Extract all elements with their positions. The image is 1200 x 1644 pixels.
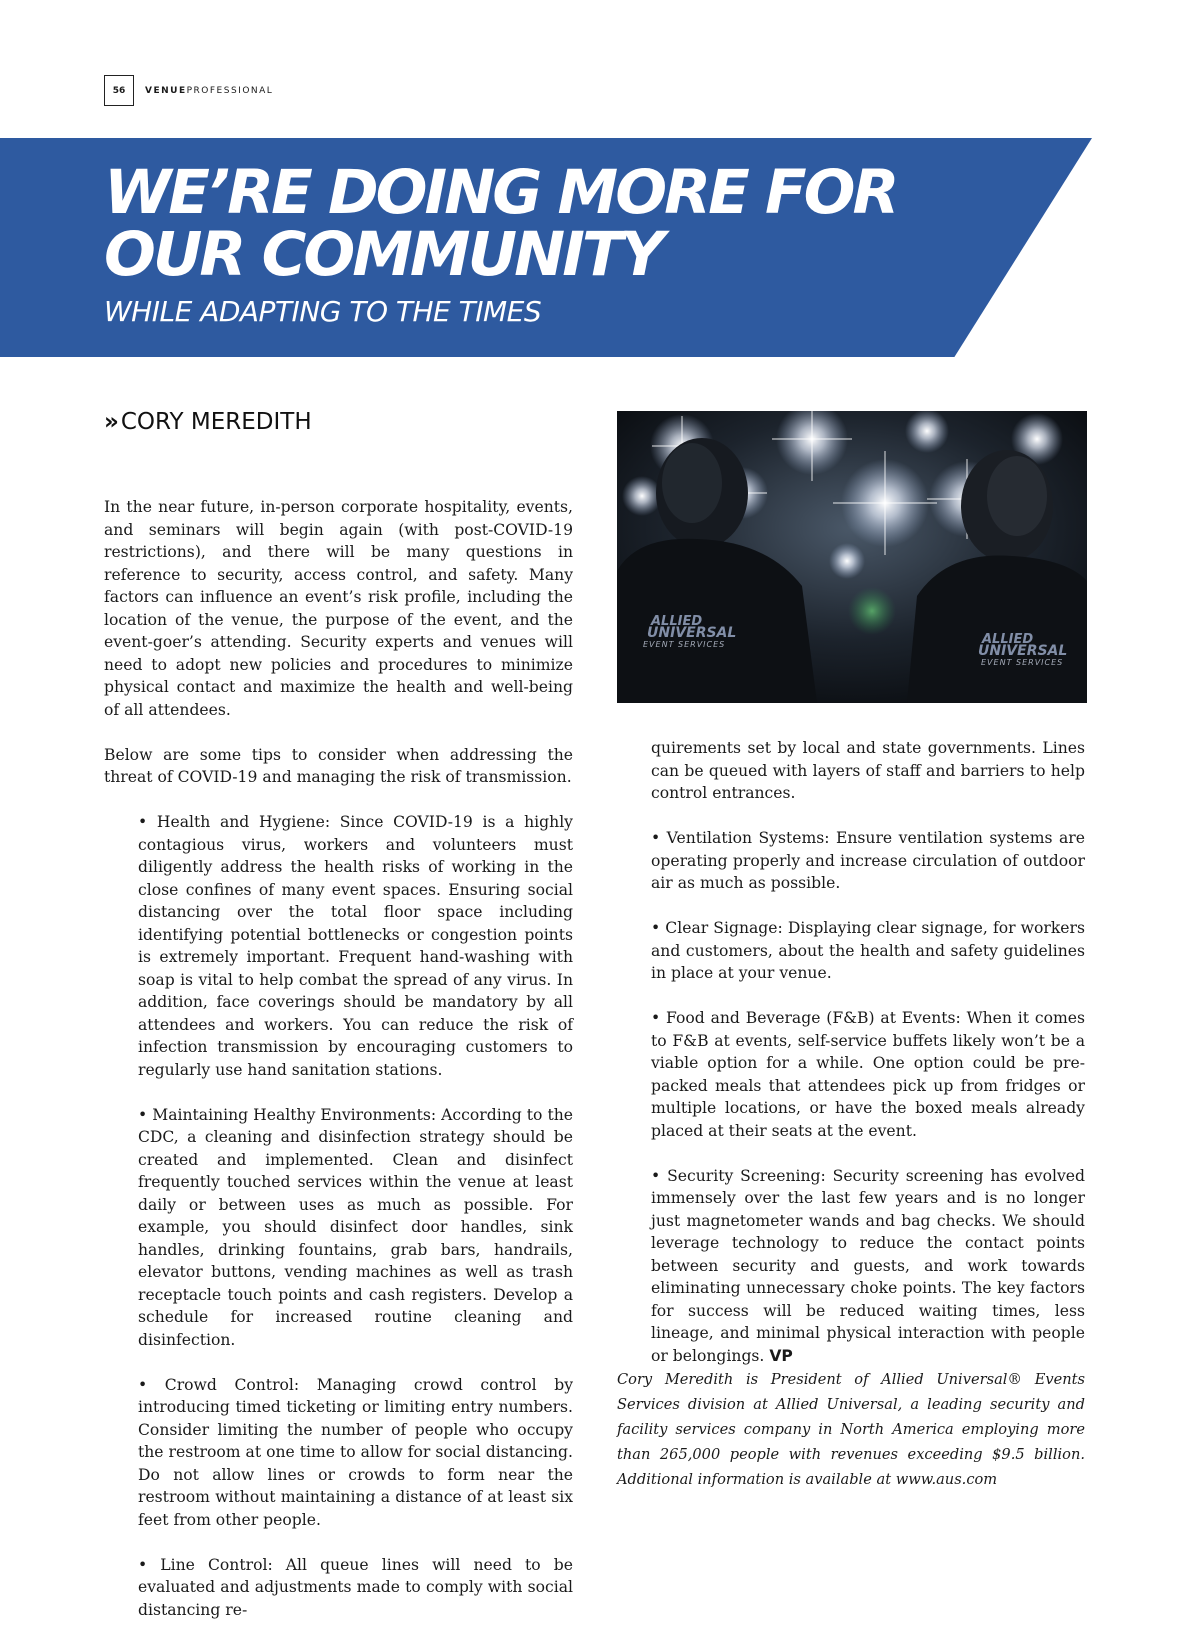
photo-illustration — [617, 411, 1087, 703]
magazine-name-rest: PROFESSIONAL — [186, 86, 274, 96]
headline-line-2: OUR COMMUNITY — [104, 219, 662, 290]
logo-left-sub: EVENT SERVICES — [643, 640, 726, 649]
tip-food-beverage: • Food and Beverage (F&B) at Events: When it comes to F&B at events, self-service buffets likely won’t be a viable option for a while. One option could be pre-packed meals that attendees pick up from fridges or multiple locations, or have the boxed meals already placed at their seats at the event. — [651, 1009, 1085, 1140]
tip-crowd-control: • Crowd Control: Managing crowd control by introducing timed ticketing or limiting entry numbers. Consider limiting the number of people who occupy the restroom at one time to allow for social distancing. Do not allow lines or crowds to form near the restroom without maintaining a distance of at least six feet from other people. — [138, 1375, 573, 1529]
article-headline — [104, 157, 897, 290]
article-subtitle: WHILE ADAPTING TO THE TIMES — [104, 295, 542, 328]
author-name: CORY MEREDITH — [120, 409, 312, 435]
tip-security-screening — [651, 1165, 1085, 1368]
logo-right-mid: UNIVERSAL — [978, 643, 1068, 659]
chevron-icon: » — [104, 409, 114, 435]
tip-line-control: • Line Control: All queue lines will need to be evaluated and adjustments made to comply with social distancing re- — [138, 1555, 573, 1619]
magazine-name-bold: VENUE — [145, 86, 187, 96]
body-column-left — [104, 496, 573, 1644]
tip-signage: • Clear Signage: Displaying clear signage, for workers and customers, about the health and safety guidelines in place at your venue. — [651, 919, 1085, 982]
paragraph-intro: In the near future, in-person corporate hospitality, events, and seminars will begin again (with post-COVID-19 restrictions), and there will be many questions in reference to security, access control, and safety. Many factors can influence an event’s risk profile, including the location of the venue, the purpose of the event, and the event-goer’s attending. Security experts and venues will need to adopt new policies and procedures to minimize physical contact and maximize the health and well-being of all attendees. — [104, 498, 573, 719]
author-bio: Cory Meredith is President of Allied Universal® Events Services division at Allied Universal, a leading security and facility services company in North America employing more than 265,000 people with revenues exceeding $9.5 billion. Additional information is available at www.aus.com — [617, 1371, 1085, 1488]
tip-health-hygiene: • Health and Hygiene: Since COVID-19 is a highly contagious virus, workers and volunteers must diligently address the health risks of working in the close confines of many event spaces. Ensuring social distancing over the total floor space including identifying potential bottlenecks or congestion points is extremely important. Frequent hand-washing with soap is vital to help combat the spread of any virus. In addition, face coverings should be mandatory by all attendees and workers. You can reduce the risk of infection transmission by encouraging customers to regularly use hand sanitation stations. — [138, 813, 573, 1079]
end-mark: VP — [769, 1346, 793, 1365]
tip-ventilation: • Ventilation Systems: Ensure ventilation systems are operating properly and increase circulation of outdoor air as much as possible. — [651, 829, 1085, 892]
logo-left-mid: UNIVERSAL — [647, 625, 737, 641]
paragraph-tips-intro: Below are some tips to consider when addressing the threat of COVID-19 and managing the risk of transmission. — [104, 745, 573, 786]
tip-healthy-environments: • Maintaining Healthy Environments: According to the CDC, a cleaning and disinfection strategy should be created and implemented. Clean and disinfect frequently touched services within the venue at least daily or between uses as much as possible. For example, you should disinfect door handles, sink handles, drinking fountains, grab bars, handrails, elevator buttons, vending machines as well as trash receptacle touch points and cash registers. Develop a schedule for increased routine cleaning and disinfection. — [138, 1105, 573, 1349]
headline-line-1: WE’RE DOING MORE FOR — [104, 157, 897, 228]
tip-security-screening-text: • Security Screening: Security screening has evolved immensely over the last few years and is no longer just magnetometer wands and bag checks. We should leverage technology to reduce the contact points between security and guests, and work towards eliminating unnecessary choke points. The key factors for success will be reduced waiting times, less lineage, and minimal physical interaction with people or belongings. — [651, 1166, 1085, 1365]
article-photo — [617, 411, 1087, 703]
page-number-text: 56 — [112, 85, 126, 96]
magazine-name — [145, 86, 273, 96]
tip-line-control-continued: quirements set by local and state governments. Lines can be queued with layers of staff and barriers to help control entrances. — [651, 739, 1085, 802]
body-column-right — [651, 737, 1085, 1390]
logo-right-sub: EVENT SERVICES — [981, 658, 1064, 667]
logo-right-top: ALLIED — [982, 632, 1034, 647]
logo-left-top: ALLIED — [651, 614, 703, 629]
page-number — [104, 75, 134, 106]
byline — [104, 409, 312, 435]
